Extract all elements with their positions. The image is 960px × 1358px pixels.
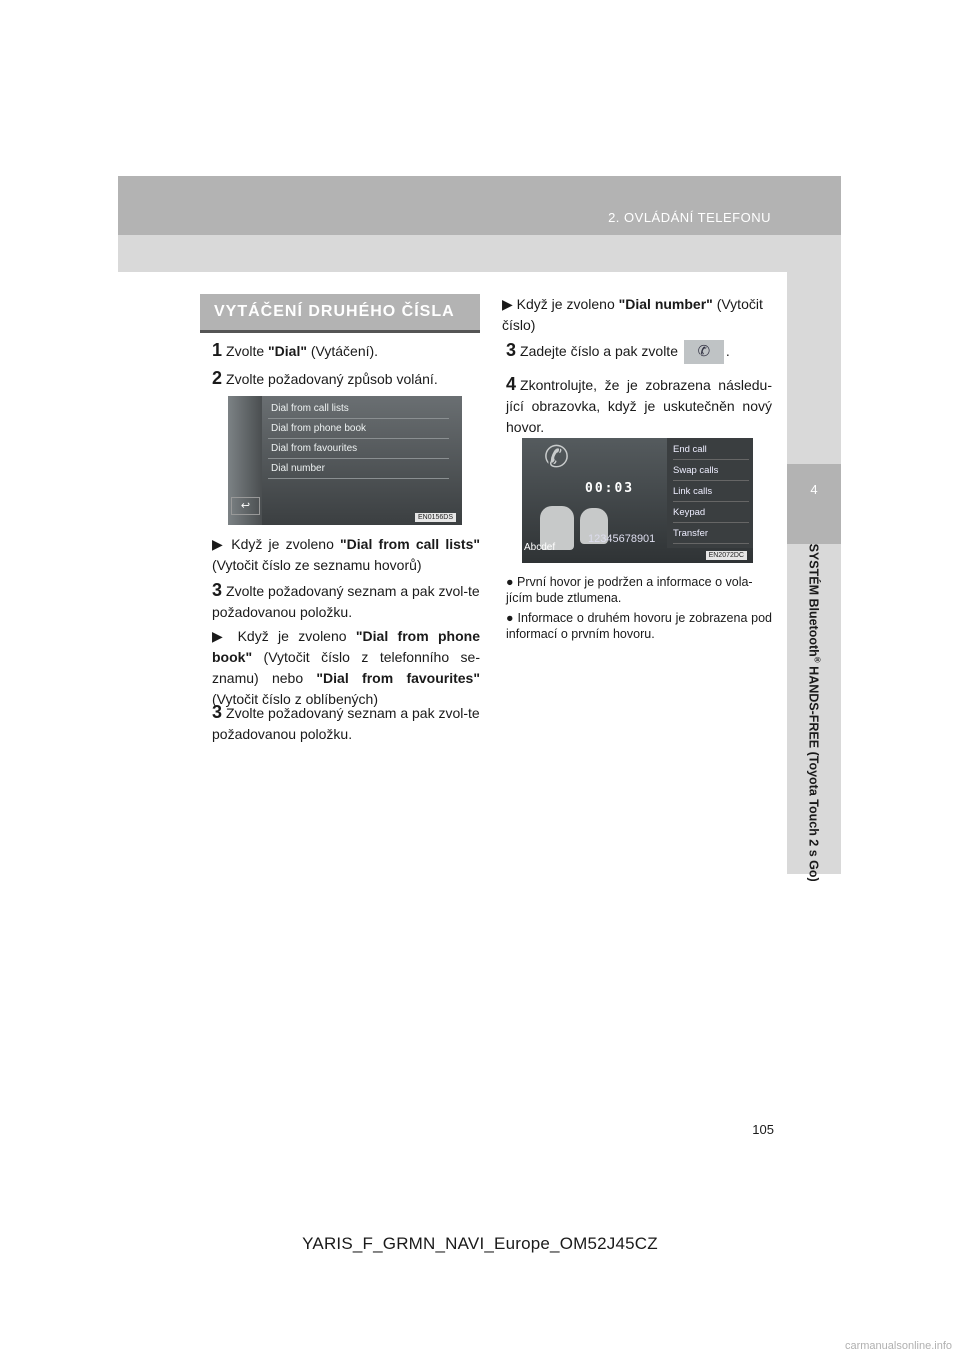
step-number: 3 [212,702,223,722]
bullet-dial-number [502,294,772,336]
step-text: Zadejte číslo a pak zvolte [520,343,682,359]
watermark: carmanualsonline.info [844,1340,952,1352]
bullet-text: (Vytočit číslo z telefonního se-znamu) nebo [212,649,480,686]
caller-number: 12345678901 [588,533,656,545]
bullet-text: Když je zvoleno [237,628,356,644]
header-subband [118,235,841,272]
note-text: Informace o druhém hovoru je zobrazena pod informací o prvním hovoru. [506,611,772,641]
step-text: (Vytáčení). [306,343,379,359]
menu-item-dial-from-favourites[interactable]: Dial from favourites [268,439,449,459]
chapter-header [118,176,841,235]
note-2 [506,610,772,642]
bullet-phone-book [212,626,480,710]
step-3b [212,702,482,745]
menu-item-swap-calls[interactable]: Swap calls [673,461,749,481]
chapter-title: 2. OVLÁDÁNÍ TELEFONU [608,210,771,225]
arrow-bullet-icon: ▶ [212,536,226,552]
bullet-text: Když je zvoleno [516,296,619,312]
section-title-box [200,294,480,333]
bullet-keyword: "Dial from call lists" [340,536,480,552]
note-text: První hovor je podržen a informace o vola-jícím bude ztlumena. [506,575,753,605]
bullet-keyword: "Dial from phone book" [212,628,480,665]
step-number: 1 [212,340,223,360]
handset-icon: ✆ [544,441,570,474]
call-screen-screenshot [522,438,753,563]
step-text: . [725,343,730,359]
step-3a [212,580,482,623]
menu-item-link-calls[interactable]: Link calls [673,482,749,502]
page-number: 105 [752,1122,774,1137]
menu-item-transfer[interactable]: Transfer [673,524,749,544]
step-4 [506,374,772,438]
call-options-menu [667,438,753,548]
note-1 [506,574,772,606]
bullet-text: Když je zvoleno [231,536,341,552]
menu-item-end-call[interactable]: End call [673,440,749,460]
menu-item-keypad[interactable]: Keypad [673,503,749,523]
arrow-bullet-icon: ▶ [212,628,229,644]
step-1 [212,340,482,362]
step-number: 4 [506,374,517,394]
step-text: Zkontrolujte, že je zobrazena následu-jící obrazovka, když je uskutečněn nový hovor. [506,377,772,435]
step-number: 2 [212,368,223,388]
dial-menu-screenshot [228,396,462,525]
bullet-keyword: "Dial from favourites" [316,670,480,686]
step-3-right [506,340,776,364]
chapter-number: 4 [810,482,818,497]
step-number: 3 [212,580,223,600]
step-text: Zvolte požadovaný seznam a pak zvol-te požadovanou položku. [212,705,480,742]
step-text: Zvolte [226,343,269,359]
step-text: Zvolte požadovaný seznam a pak zvol-te požadovanou položku. [212,583,480,620]
arrow-bullet-icon: ▶ [502,296,513,312]
document-id: YARIS_F_GRMN_NAVI_Europe_OM52J45CZ [302,1234,658,1253]
step-text: Zvolte požadovaný způsob volání. [226,371,438,387]
phone-call-icon: ✆ [684,340,724,364]
bullet-keyword: "Dial number" [618,296,713,312]
menu-item-dial-from-call-lists[interactable]: Dial from call lists [268,399,449,419]
caller-name: Abcdef [524,542,556,553]
back-icon[interactable]: ↩ [231,497,260,515]
bullet-call-lists [212,534,480,576]
menu-item-dial-number[interactable]: Dial number [268,459,449,479]
chapter-tab [787,464,841,544]
menu-item-dial-from-phone-book[interactable]: Dial from phone book [268,419,449,439]
figure-code: EN2072DC [706,551,747,560]
section-title: VYTÁČENÍ DRUHÉHO ČÍSLA [214,303,455,320]
figure-code: EN0156DS [415,513,456,522]
step-keyword: "Dial" [268,343,307,359]
side-label-rest: HANDS-FREE (Toyota Touch 2 s Go) [806,662,821,882]
bullet-text: (Vytočit číslo ze seznamu hovorů) [212,557,422,573]
step-number: 3 [506,340,517,360]
step-2 [212,368,482,390]
call-timer: 00:03 [585,481,635,496]
bullet-text: (Vytočit číslo z oblíbených) [212,691,378,707]
side-strip-top [787,272,841,464]
bullet-text: (Vytočit číslo) [502,296,763,333]
bullet-dot-icon: ● [506,575,514,589]
bullet-dot-icon: ● [506,611,514,625]
side-label-text: SYSTÉM Bluetooth [806,543,821,657]
registered-mark: ® [812,656,822,663]
